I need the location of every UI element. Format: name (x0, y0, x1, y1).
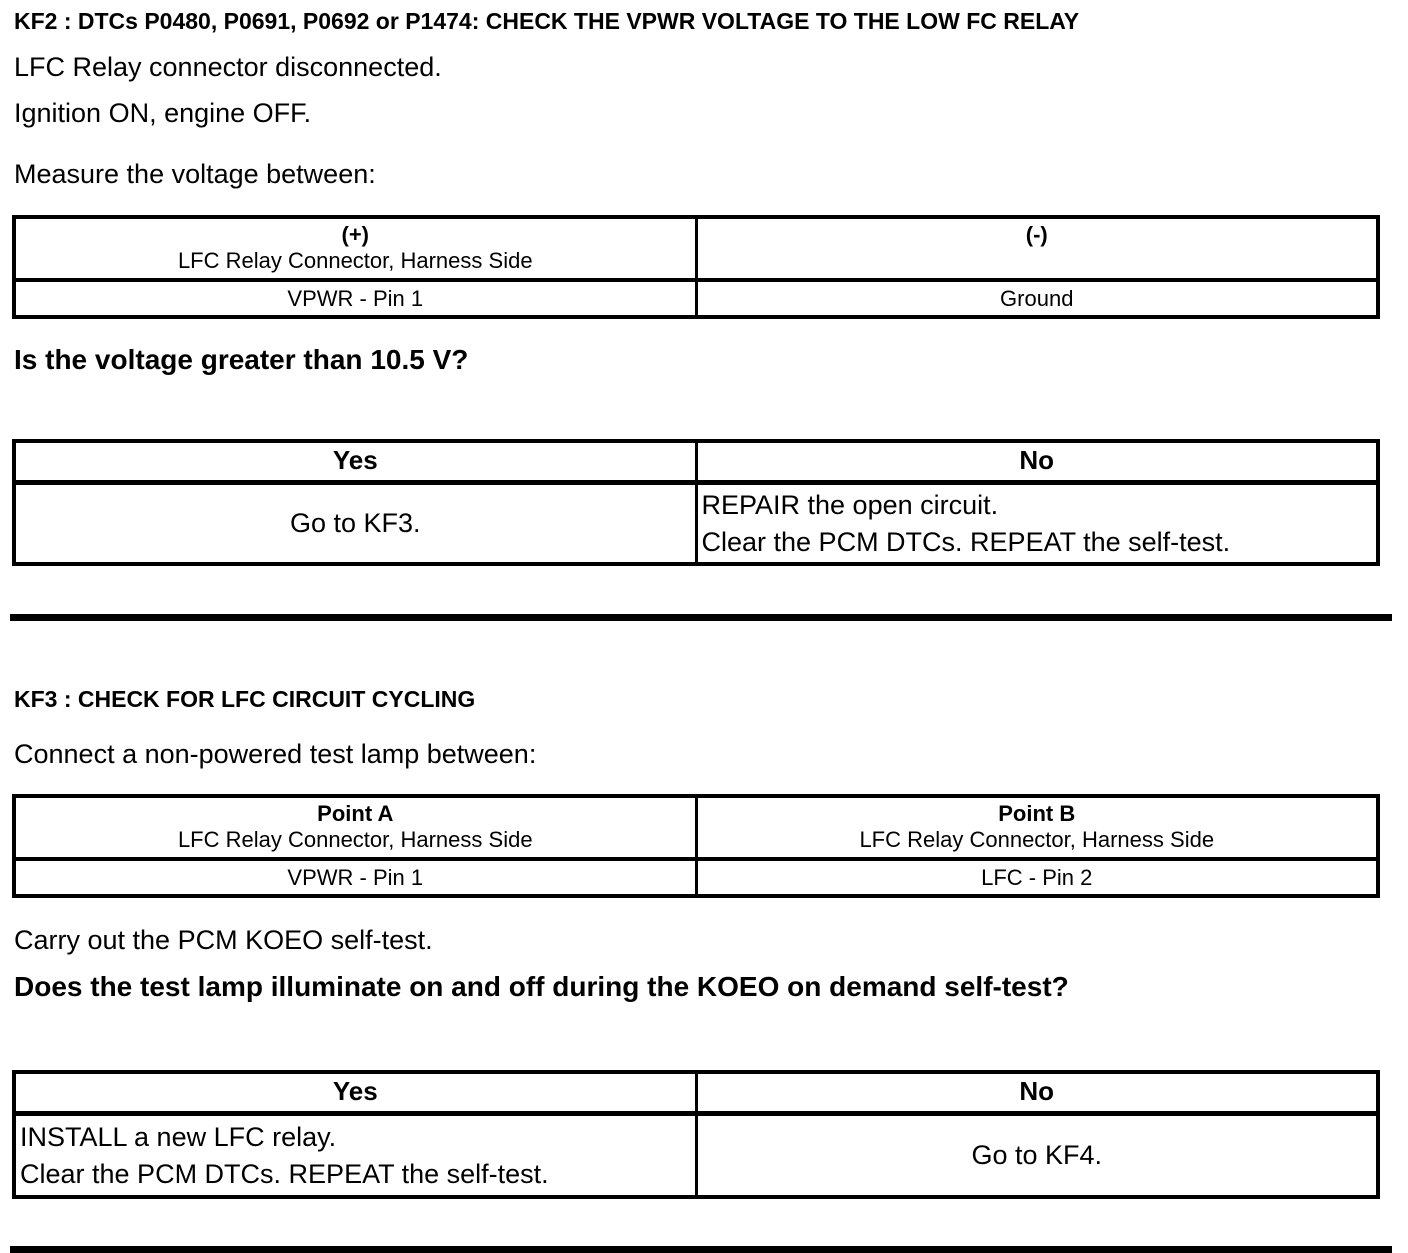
kf2-instruction: Measure the voltage between: (14, 159, 376, 189)
section-kf2 (12, 6, 1408, 621)
kf2-positive-lead-header (14, 217, 696, 280)
kf2-negative-lead-header (696, 217, 1378, 280)
table-row (14, 280, 1378, 317)
kf2-positive-lead-title: (+) (341, 222, 369, 247)
diagnostic-procedure-page (0, 6, 1408, 1253)
kf2-note-connector: LFC Relay connector disconnected. (14, 52, 442, 82)
kf3-note-selftest: Carry out the PCM KOEO self-test. (14, 925, 433, 955)
table-row (14, 483, 1378, 565)
kf2-no-action (696, 483, 1378, 565)
kf3-yes-action (14, 1114, 696, 1198)
kf3-step-heading: KF3 : CHECK FOR LFC CIRCUIT CYCLING (14, 686, 476, 712)
kf2-negative-lead-value: Ground (696, 280, 1378, 317)
kf2-no-action-line1: REPAIR the open circuit. (701, 489, 999, 520)
table-header-row (14, 1072, 1378, 1114)
kf3-point-b-subtitle: LFC Relay Connector, Harness Side (859, 827, 1215, 852)
kf3-measurement-table (12, 794, 1380, 898)
kf2-step-heading: KF2 : DTCs P0480, P0691, P0692 or P1474: CHECK THE VPWR VOLTAGE TO THE LOW FC RELAY (14, 8, 1080, 34)
kf3-point-a-title: Point A (317, 801, 394, 826)
kf3-point-b-title: Point B (998, 801, 1076, 826)
kf3-point-a-header (14, 796, 696, 859)
kf3-question: Does the test lamp illuminate on and off during the KOEO on demand self-test? (14, 971, 1069, 1002)
section-divider (10, 1246, 1392, 1253)
kf3-yes-header: Yes (14, 1072, 696, 1114)
kf3-decision-table (12, 1070, 1380, 1199)
kf2-measurement-table (12, 215, 1380, 319)
table-header-row (14, 796, 1378, 859)
kf3-yes-action-line1: INSTALL a new LFC relay. (20, 1121, 337, 1152)
section-divider (10, 614, 1392, 621)
table-row (14, 859, 1378, 896)
kf3-no-header: No (696, 1072, 1378, 1114)
kf3-yes-action-line2: Clear the PCM DTCs. REPEAT the self-test. (20, 1158, 549, 1189)
kf2-decision-table (12, 439, 1380, 566)
kf3-point-a-subtitle: LFC Relay Connector, Harness Side (177, 827, 533, 852)
kf3-point-a-value: VPWR - Pin 1 (14, 859, 696, 896)
kf3-point-b-value: LFC - Pin 2 (696, 859, 1378, 896)
kf2-no-action-line2: Clear the PCM DTCs. REPEAT the self-test. (701, 526, 1231, 557)
kf3-no-action: Go to KF4. (696, 1114, 1378, 1198)
table-header-row (14, 217, 1378, 280)
kf3-instruction: Connect a non-powered test lamp between: (14, 739, 537, 769)
section-kf3 (12, 684, 1408, 1253)
kf2-yes-header: Yes (14, 441, 696, 483)
table-row (14, 1114, 1378, 1198)
table-header-row (14, 441, 1378, 483)
kf3-point-b-header (696, 796, 1378, 859)
kf2-no-header: No (696, 441, 1378, 483)
kf2-negative-lead-title: (-) (1025, 222, 1048, 247)
kf2-positive-lead-value: VPWR - Pin 1 (14, 280, 696, 317)
kf2-question: Is the voltage greater than 10.5 V? (14, 344, 469, 375)
kf2-note-ignition: Ignition ON, engine OFF. (14, 98, 312, 128)
kf2-yes-action: Go to KF3. (14, 483, 696, 565)
kf2-positive-lead-subtitle: LFC Relay Connector, Harness Side (177, 248, 533, 273)
